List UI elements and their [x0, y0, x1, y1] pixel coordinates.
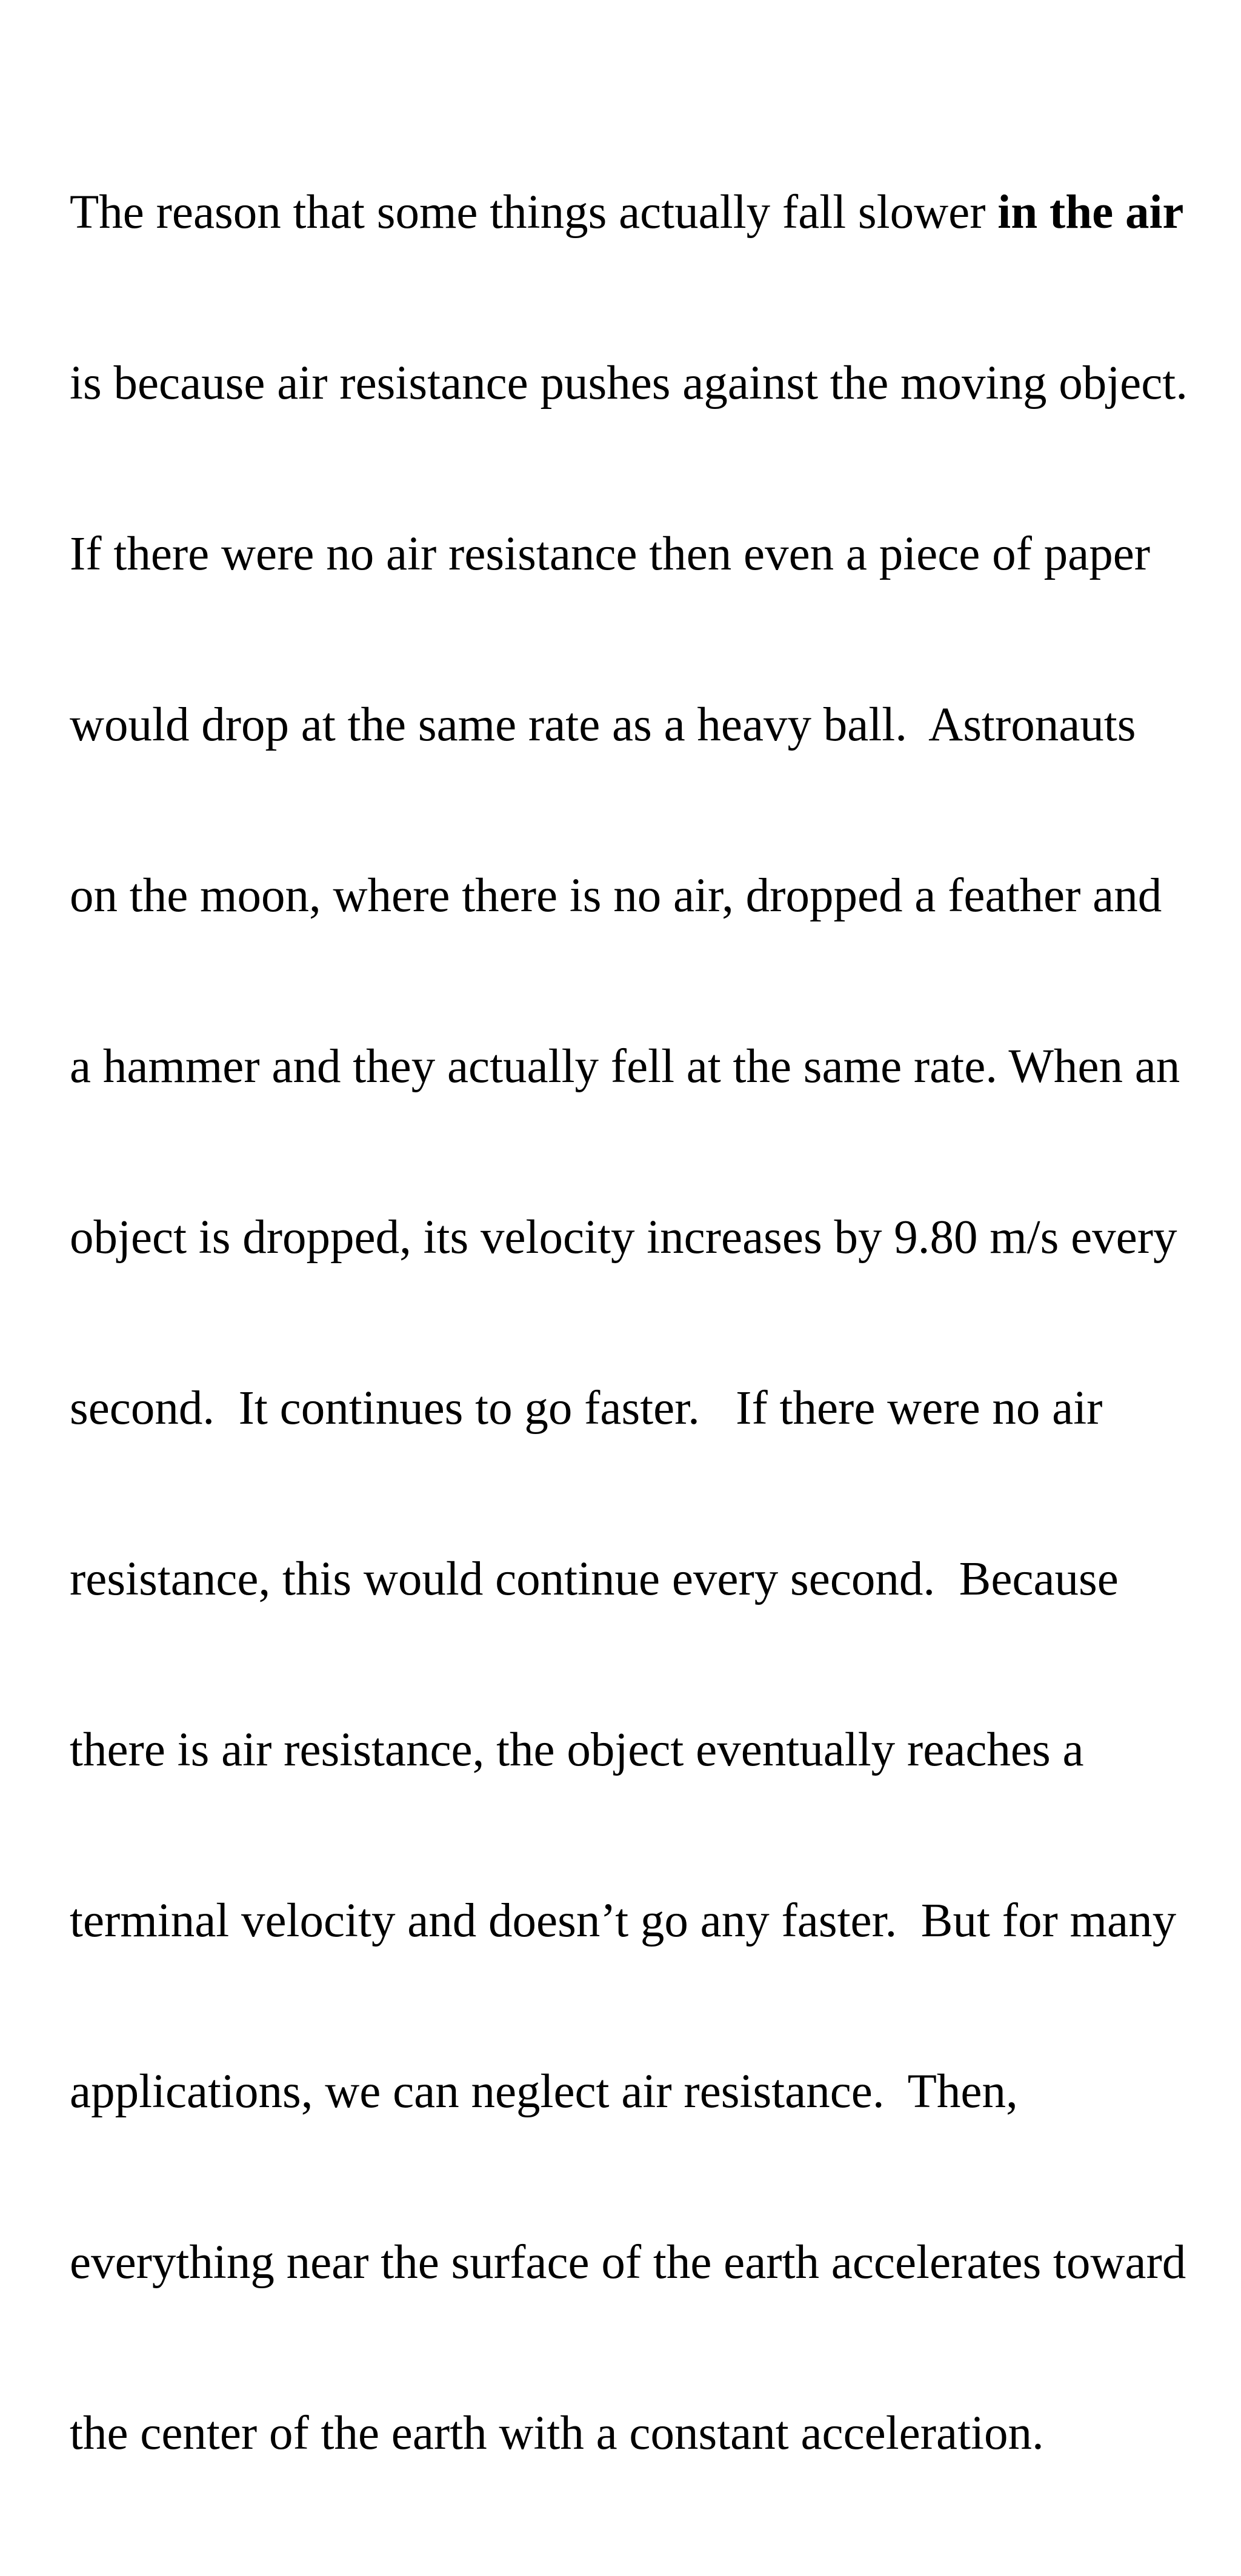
text-line-11: terminal velocity and doesn’t go any faster. But for many [70, 1894, 1177, 1947]
text-line-7: object is dropped, its velocity increases by 9.80 m/s every [70, 1211, 1177, 1264]
text-line-13: everything near the surface of the earth accelerates toward [70, 2236, 1186, 2289]
text-line-12: applications, we can neglect air resistance. Then, [70, 2065, 1018, 2118]
text-line-1-bold: in the air [997, 186, 1184, 239]
text-line-1-regular: The reason that some things actually fall slower [70, 186, 998, 239]
body-paragraph [70, 70, 1221, 2576]
text-line-14: the center of the earth with a constant acceleration. [70, 2407, 1044, 2460]
text-line-2: is because air resistance pushes against the moving object. [70, 357, 1188, 410]
text-line-1 [70, 184, 1221, 241]
text-line-3: If there were no air resistance then even a piece of paper [70, 528, 1151, 580]
text-line-6: a hammer and they actually fell at the same rate. When an [70, 1040, 1180, 1093]
text-line-5: on the moon, where there is no air, dropped a feather and [70, 869, 1162, 922]
text-line-4: would drop at the same rate as a heavy ball. Astronauts [70, 699, 1136, 751]
text-line-9: resistance, this would continue every second. Because [70, 1553, 1119, 1605]
text-line-10: there is air resistance, the object eventually reaches a [70, 1724, 1084, 1776]
text-line-8: second. It continues to go faster. If there were no air [70, 1382, 1103, 1435]
